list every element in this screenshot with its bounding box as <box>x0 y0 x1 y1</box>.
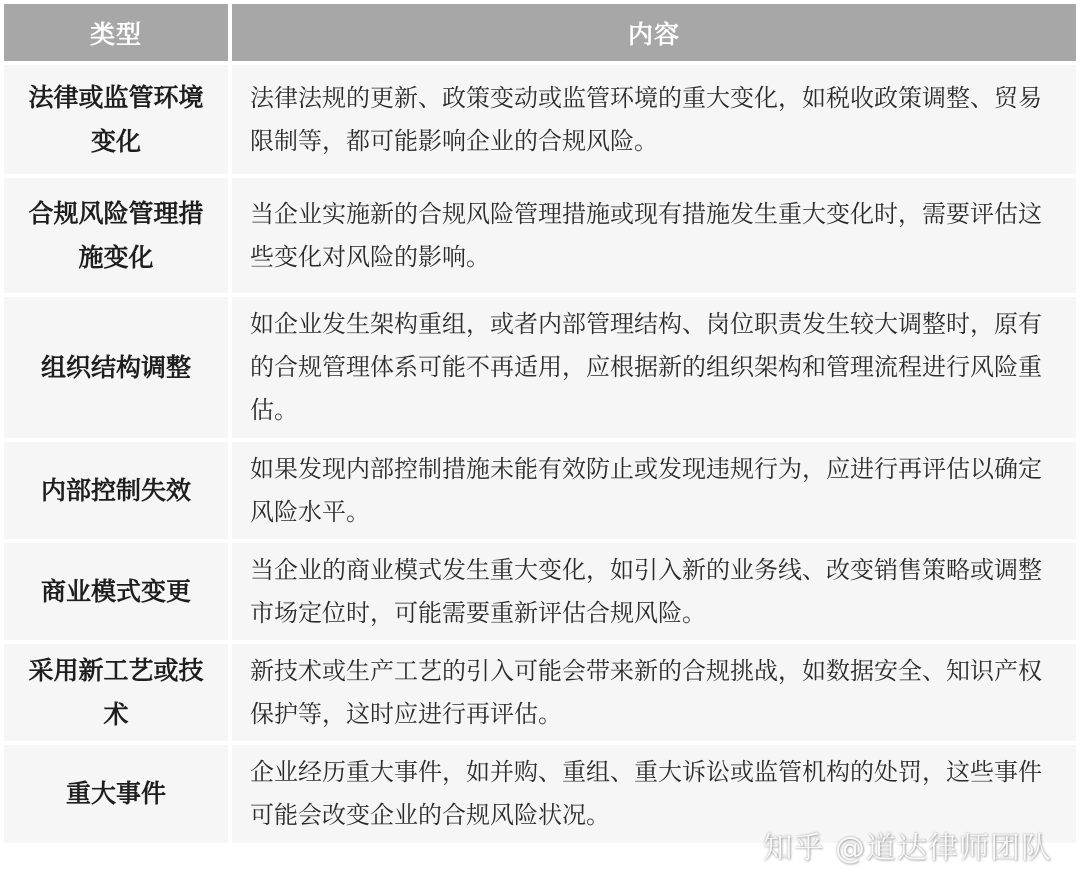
row-content: 当企业的商业模式发生重大变化，如引入新的业务线、改变销售策略或调整市场定位时，可能需要重新评估合规风险。 <box>232 543 1076 640</box>
header-type: 类型 <box>4 4 228 61</box>
table-row <box>4 178 1076 293</box>
row-type: 合规风险管理措施变化 <box>4 178 228 293</box>
row-type: 重大事件 <box>4 745 228 843</box>
row-type: 采用新工艺或技术 <box>4 644 228 741</box>
row-type: 内部控制失效 <box>4 442 228 539</box>
table-row <box>4 65 1076 174</box>
row-content: 如果发现内部控制措施未能有效防止或发现违规行为，应进行再评估以确定风险水平。 <box>232 442 1076 539</box>
row-content: 企业经历重大事件，如并购、重组、重大诉讼或监管机构的处罚，这些事件可能会改变企业的合规风险状况。 <box>232 745 1076 843</box>
table-header-row <box>4 4 1076 61</box>
row-type: 商业模式变更 <box>4 543 228 640</box>
table-row <box>4 543 1076 640</box>
table-row <box>4 442 1076 539</box>
row-content: 法律法规的更新、政策变动或监管环境的重大变化，如税收政策调整、贸易限制等，都可能影响企业的合规风险。 <box>232 65 1076 174</box>
row-content: 当企业实施新的合规风险管理措施或现有措施发生重大变化时，需要评估这些变化对风险的影响。 <box>232 178 1076 293</box>
table-row <box>4 644 1076 741</box>
row-type: 组织结构调整 <box>4 297 228 438</box>
watermark: 知乎 @道达律师团队 <box>762 831 1052 866</box>
row-type: 法律或监管环境变化 <box>4 65 228 174</box>
header-content: 内容 <box>232 4 1076 61</box>
table-row <box>4 297 1076 438</box>
row-content: 如企业发生架构重组，或者内部管理结构、岗位职责发生较大调整时，原有的合规管理体系可能不再适用，应根据新的组织架构和管理流程进行风险重估。 <box>232 297 1076 438</box>
row-content: 新技术或生产工艺的引入可能会带来新的合规挑战，如数据安全、知识产权保护等，这时应进行再评估。 <box>232 644 1076 741</box>
